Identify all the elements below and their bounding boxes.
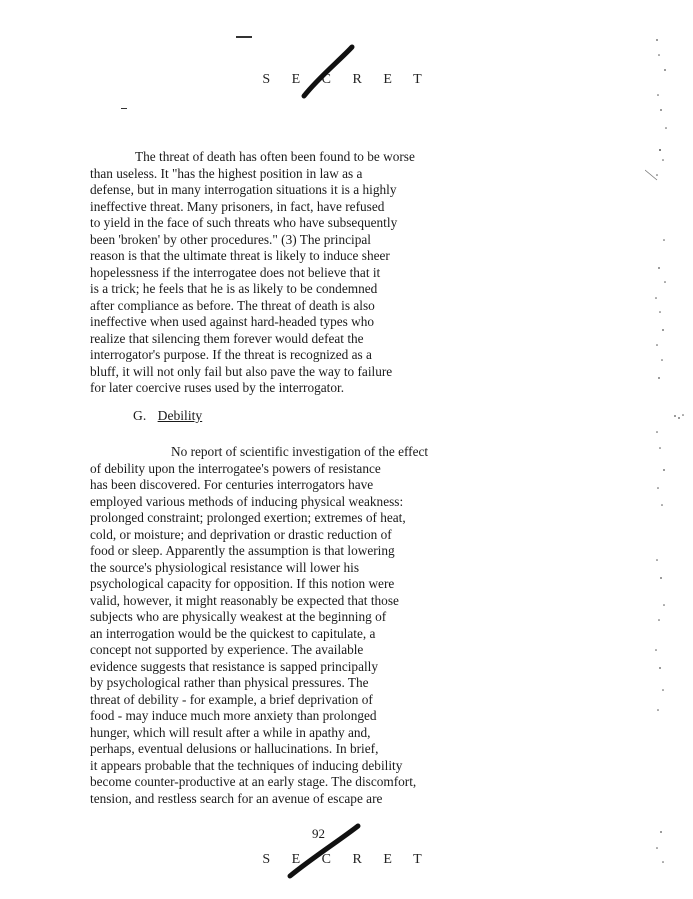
paragraph-line: perhaps, eventual delusions or hallucinations. In brief,	[90, 741, 379, 756]
scan-mark-top	[236, 36, 252, 38]
paragraph-line: than useless. It "has the highest position in law as a	[90, 165, 363, 181]
paragraph-line: is a trick; he feels that he is as likely to be condemned	[90, 281, 378, 296]
paragraph-line: reason is that the ultimate threat is likely to induce sheer	[90, 248, 390, 263]
paragraph-line: subjects who are physically weakest at the beginning of	[90, 609, 387, 624]
paragraph-line: the source's physiological resistance will lower his	[90, 559, 360, 575]
paragraph-line: to yield in the face of such threats who have subsequently	[90, 215, 398, 230]
section-letter: G.	[133, 408, 147, 423]
paragraph-line: evidence suggests that resistance is sapped principally	[90, 658, 379, 674]
paragraph-line: psychological capacity for opposition. If this notion were	[90, 576, 395, 591]
paragraph-line: ineffective when used against hard-headed types who	[90, 314, 375, 329]
page-number: 92	[312, 826, 325, 841]
paragraph-line: interrogator's purpose. If the threat is recognized as a	[90, 347, 372, 362]
paragraph-line: been 'broken' by other procedures." (3) The principal	[90, 231, 371, 247]
paragraph-line: realize that silencing them forever would defeat the	[90, 330, 364, 346]
paragraph-line: threat of debility - for example, a brief deprivation of	[90, 691, 373, 707]
section-title: Debility	[157, 408, 203, 423]
scan-edge-noise	[645, 0, 693, 899]
paragraph-line: become counter-productive at an early stage. The discomfort,	[90, 774, 417, 789]
paragraph-line: defense, but in many interrogation situations it is a highly	[90, 182, 397, 197]
scan-mark-left	[121, 108, 127, 109]
header-classification: S E C R E T	[262, 72, 431, 87]
section-heading	[133, 408, 202, 424]
paragraph-line: after compliance as before. The threat of death is also	[90, 297, 375, 313]
paragraph-line: No report of scientific investigation of the effect	[171, 444, 429, 459]
paragraph-line: bluff, it will not only fail but also pave the way to failure	[90, 363, 393, 379]
paragraph-line: ineffective threat. Many prisoners, in fact, have refused	[90, 198, 385, 214]
paragraph-line: concept not supported by experience. The available	[90, 642, 364, 657]
paragraph-line: food or sleep. Apparently the assumption is that lowering	[90, 543, 395, 558]
paragraph-line: of debility upon the interrogatee's powers of resistance	[90, 460, 381, 476]
paragraph-line: hopelessness if the interrogatee does not believe that it	[90, 264, 381, 280]
paragraph-line: valid, however, it might reasonably be expected that those	[90, 592, 399, 608]
paragraph-line: by psychological rather than physical pressures. The	[90, 675, 369, 690]
paragraph-line: food - may induce much more anxiety than prolonged	[90, 708, 377, 723]
footer-classification: S E C R E T	[262, 852, 431, 867]
paragraph-line: has been discovered. For centuries interrogators have	[90, 477, 374, 492]
paragraph-line: tension, and restless search for an avenue of escape are	[90, 790, 383, 806]
paragraph-line: it appears probable that the techniques of inducing debility	[90, 757, 403, 773]
paragraph-line: prolonged constraint; prolonged exertion; extremes of heat,	[90, 510, 406, 525]
paragraph-line: hunger, which will result after a while in apathy and,	[90, 724, 371, 740]
paragraph-line: an interrogation would be the quickest to capitulate, a	[90, 625, 376, 641]
paragraph-line: cold, or moisture; and deprivation or drastic reduction of	[90, 526, 392, 542]
paragraph-line: employed various methods of inducing physical weakness:	[90, 493, 404, 509]
paragraph-line: The threat of death has often been found to be worse	[135, 149, 415, 164]
paragraph-line: for later coercive ruses used by the interrogator.	[90, 380, 345, 395]
